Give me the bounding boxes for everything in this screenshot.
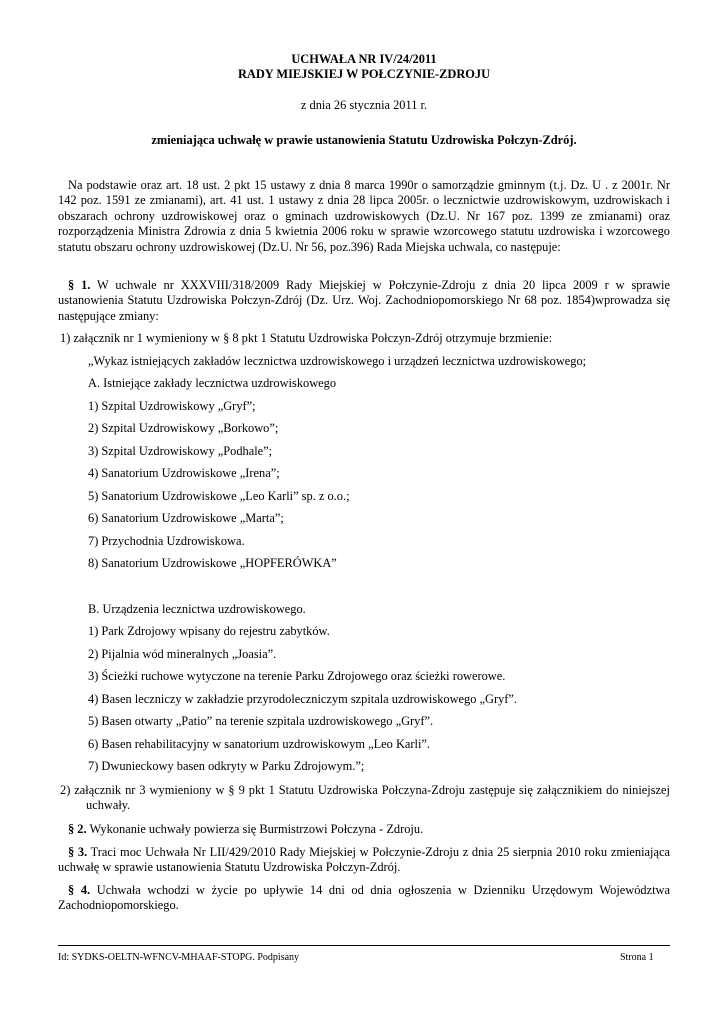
list-item: 5) Sanatorium Uzdrowiskowe „Leo Karli” sp. z o.o.; (88, 489, 350, 503)
section-a-heading: A. Istniejące zakłady lecznictwa uzdrowiskowego (88, 376, 337, 390)
section-2-mark: § 2. (68, 822, 87, 836)
list-item: 5) Basen otwarty „Patio” na terenie szpitala uzdrowiskowego „Gryf”. (88, 714, 434, 728)
list-item: 6) Basen rehabilitacyjny w sanatorium uzdrowiskowym „Leo Karli”. (88, 737, 431, 751)
resolution-number: UCHWAŁA NR IV/24/2011 (291, 52, 437, 66)
list-item: 7) Przychodnia Uzdrowiskowa. (88, 534, 245, 548)
section-3-text: Traci moc Uchwała Nr LII/429/2010 Rady Miejskiej w Połczynie-Zdroju z dnia 25 sierpnia 2010 roku zmieniająca uchwałę w sprawie ustanowienia Statutu Uzdrowiska Połczyn-Zdrój. (58, 845, 670, 875)
list-item: 3) Ścieżki ruchowe wytyczone na terenie Parku Zdrojowego oraz ścieżki rowerowe. (88, 669, 506, 683)
section-1 (58, 278, 670, 324)
list-item: 1) Park Zdrojowy wpisany do rejestru zabytków. (88, 624, 330, 638)
list-heading: „Wykaz istniejących zakładów lecznictwa uzdrowiskowego i urządzeń lecznictwa uzdrowiskowego; (88, 354, 587, 368)
list-item: 7) Dwunieckowy basen odkryty w Parku Zdrojowym.”; (88, 759, 365, 773)
amendment-item-1: 1) załącznik nr 1 wymieniony w § 8 pkt 1 Statutu Uzdrowiska Połczyn-Zdrój otrzymuje brzmienie: (60, 331, 553, 345)
section-1-mark: § 1. (68, 278, 91, 292)
list-item: 4) Sanatorium Uzdrowiskowe „Irena”; (88, 466, 280, 480)
list-item: 2) Pijalnia wód mineralnych „Joasia”. (88, 647, 277, 661)
council-name: RADY MIEJSKIEJ W POŁCZYNIE-ZDROJU (237, 67, 491, 81)
resolution-date: z dnia 26 stycznia 2011 r. (300, 98, 428, 112)
list-item: 2) Szpital Uzdrowiskowy „Borkowo”; (88, 421, 279, 435)
section-4 (58, 883, 670, 914)
page-number: Strona 1 (620, 952, 654, 963)
amendment-item-2: 2) załącznik nr 3 wymieniony w § 9 pkt 1 Statutu Uzdrowiska Połczyna-Zdroju zastępuje się załącznikiem do niniejszej uchwały. (60, 783, 670, 813)
section-4-text: Uchwała wchodzi w życie po upływie 14 dni od dnia ogłoszenia w Dzienniku Urzędowym Województwa Zachodniopomorskiego. (58, 883, 671, 913)
section-2-text: Wykonanie uchwały powierza się Burmistrzowi Połczyna - Zdroju. (86, 822, 424, 836)
list-item: 6) Sanatorium Uzdrowiskowe „Marta”; (88, 511, 284, 525)
section-4-mark: § 4. (68, 883, 91, 897)
section-3-mark: § 3. (68, 845, 88, 859)
list-item: 3) Szpital Uzdrowiskowy „Podhale”; (88, 444, 273, 458)
section-b-heading: B. Urządzenia lecznictwa uzdrowiskowego. (88, 602, 306, 616)
section-2 (68, 822, 423, 837)
preamble: Na podstawie oraz art. 18 ust. 2 pkt 15 ustawy z dnia 8 marca 1990r o samorządzie gminnym (t.j. Dz. U . z 2001r. Nr 142 poz. 1591 ze zmianami), art. 41 ust. 1 ustawy z dnia 28 lipca 2005r. o lecznictwie uzdrowiskowym, uzdrowiskach i obszarach ochrony uzdrowiskowej oraz o gminach uzdrowiskowych (Dz.U. Nr 167 poz. 1399 ze zmianami) oraz rozporządzenia Ministra Zdrowia z dnia 5 kwietnia 2006 roku w sprawie wzorcowego statutu uzdrowiska i wzorcowego statutu obszaru ochrony uzdrowiskowej (Dz.U. Nr 56, poz.396) Rada Miejska uchwala, co następuje: (58, 178, 670, 254)
list-item: 4) Basen leczniczy w zakładzie przyrodoleczniczym szpitala uzdrowiskowego „Gryf”. (88, 692, 518, 706)
section-1-text: W uchwale nr XXXVIII/318/2009 Rady Miejskiej w Połczynie-Zdroju z dnia 20 lipca 2009 r w sprawie ustanowienia Statutu Uzdrowiska Połczyn-Zdrój (Dz. Urz. Woj. Zachodniopomorskiego Nr 68 poz. 1854)wprowadza się następujące zmiany: (58, 278, 670, 323)
list-item: 1) Szpital Uzdrowiskowy „Gryf”; (88, 399, 256, 413)
footer-divider (58, 945, 670, 946)
list-item: 8) Sanatorium Uzdrowiskowe „HOPFERÓWKA” (88, 556, 337, 570)
document-id: Id: SYDKS-OELTN-WFNCV-MHAAF-STOPG. Podpisany (58, 952, 300, 963)
section-3 (58, 845, 670, 876)
resolution-subject: zmieniająca uchwałę w prawie ustanowienia Statutu Uzdrowiska Połczyn-Zdrój. (151, 133, 577, 147)
